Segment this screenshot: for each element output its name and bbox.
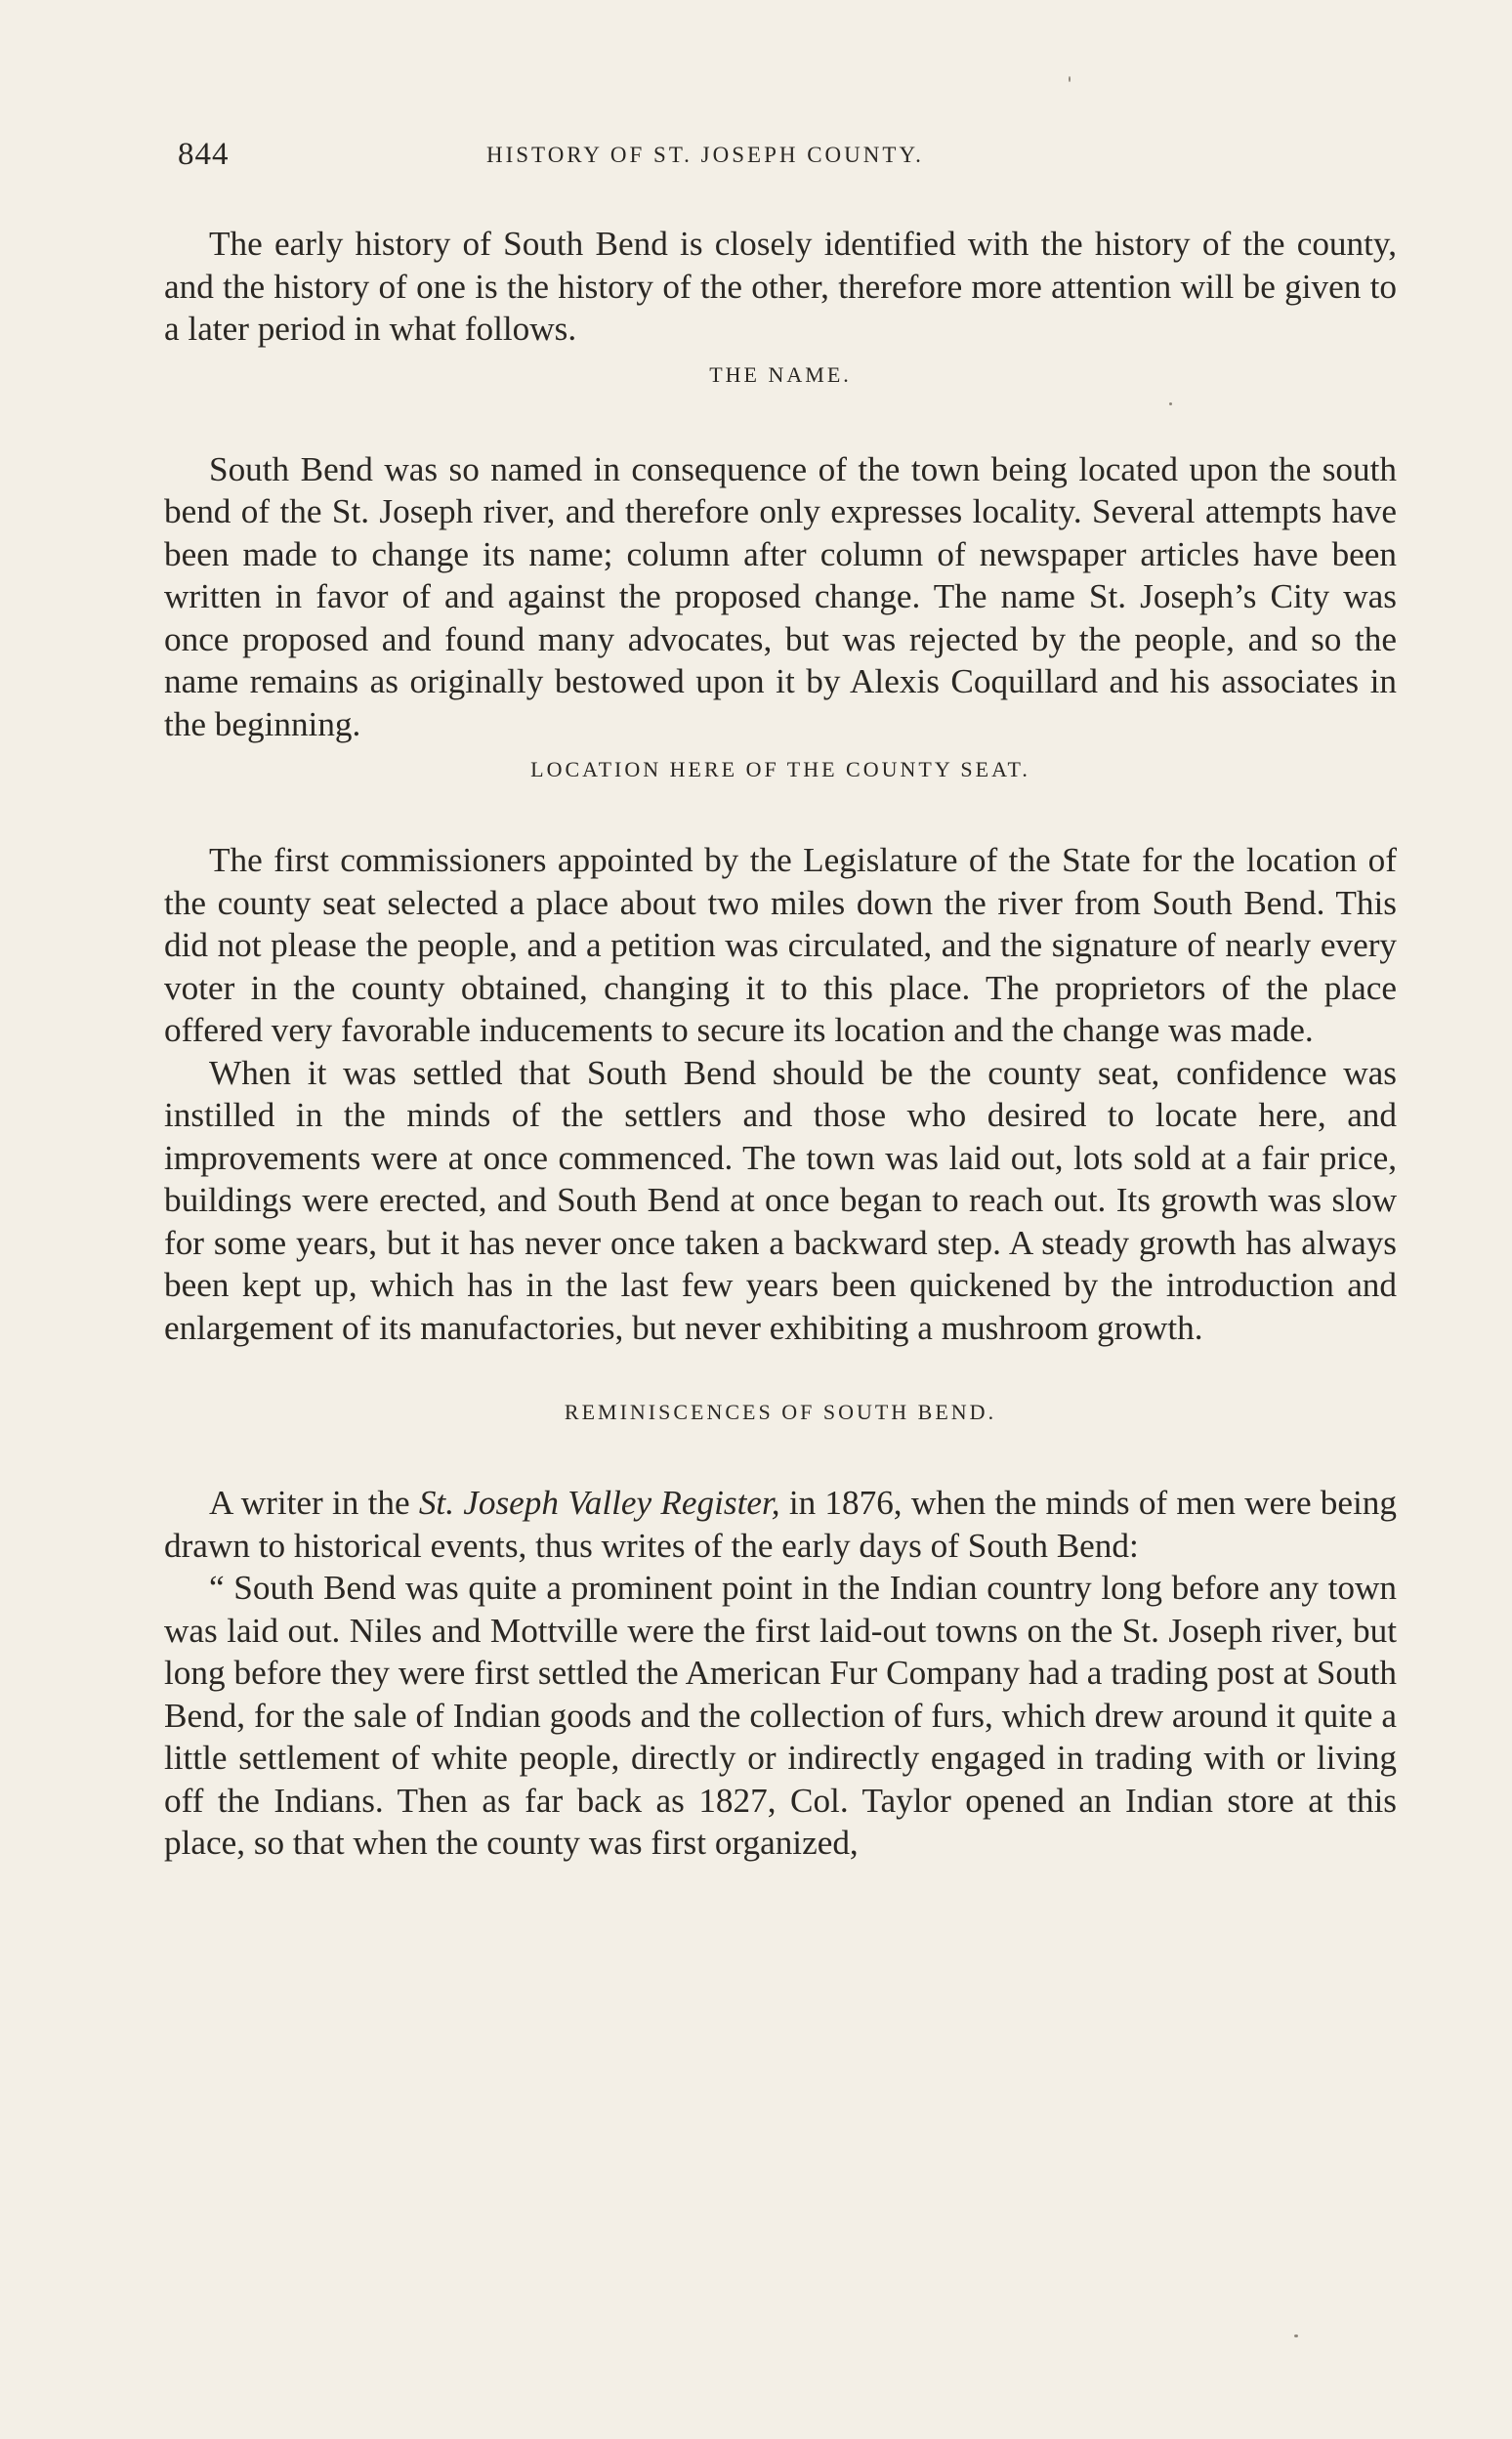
paragraph-reminiscences-quote: “ South Bend was quite a prominent point in the Indian country long before any town was laid out. Niles and Mottville were the first laid-out towns on the St. Joseph river, but long before they were first settled the American Fur Company had a trading post at South Bend, for the sale of Indian goods and the collection of furs, which drew around it quite a little settlement of white people, directly or indirectly engaged in trading with or living off the Indians. Then as far back as 1827, Col. Taylor opened an Indian store at this place, so that when the county was first organized, bbox=[164, 1569, 1397, 1862]
paper-speck bbox=[1069, 76, 1071, 82]
paragraph-reminiscences-1 bbox=[164, 1482, 1397, 1567]
intro-paragraph: The early history of South Bend is closely identified with the history of the county, and the history of one is the history of the other, therefore more attention will be given to a later period in what follows. bbox=[164, 225, 1397, 348]
paragraph-county-seat-2: When it was settled that South Bend should be the county seat, confidence was instilled in the minds of the settlers and those who desired to locate here, and improvements were at once commenced. The town was laid out, lots sold at a fair price, buildings were erected, and South Bend at once began to reach out. Its growth was slow for some years, but it has never once taken a backward step. A steady growth has always been kept up, which has in the last few years been quickened by the introduction and enlargement of its manufactories, but never exhibiting a mushroom growth. bbox=[164, 1053, 1397, 1347]
section-heading-the-name: THE NAME. bbox=[709, 361, 852, 387]
newspaper-title: St. Joseph Valley Register, bbox=[418, 1484, 780, 1522]
paragraph-county-seat-1: The first commissioners appointed by the Legislature of the State for the location of the county seat selected a place about two miles down the river from South Bend. This did not please the people, and a petition was circulated, and the signature of nearly every voter in the county obtained, changing it to this place. The proprietors of the place offered very favorable inducements to secure its location and the change was made. bbox=[164, 841, 1397, 1049]
reminiscences-intro-before: A writer in the bbox=[209, 1484, 419, 1522]
running-title: HISTORY OF ST. JOSEPH COUNTY. bbox=[486, 143, 924, 167]
running-head bbox=[164, 137, 1397, 180]
body-text bbox=[164, 223, 1397, 1865]
section-heading-reminiscences: REMINISCENCES OF SOUTH BEND. bbox=[564, 1400, 997, 1424]
paper-speck bbox=[1294, 2334, 1298, 2337]
section-heading-county-seat: LOCATION HERE OF THE COUNTY SEAT. bbox=[530, 757, 1030, 781]
page-number: 844 bbox=[178, 137, 230, 172]
reminiscences-intro-after: in 1876, when the minds of men were being drawn to historical events, thus writes of the early days of South Bend: bbox=[164, 1484, 1397, 1565]
paragraph-the-name: South Bend was so named in consequence of the town being located upon the south bend of the St. Joseph river, and therefore only expresses locality. Several attempts have been made to change its name; column after column of newspaper articles have been written in favor of and against the proposed change. The name St. Joseph’s City was once proposed and found many advocates, but was rejected by the people, and so the name remains as originally bestowed upon it by Alexis Coquillard and his associates in the beginning. bbox=[164, 449, 1397, 743]
paper-speck bbox=[1169, 402, 1172, 405]
